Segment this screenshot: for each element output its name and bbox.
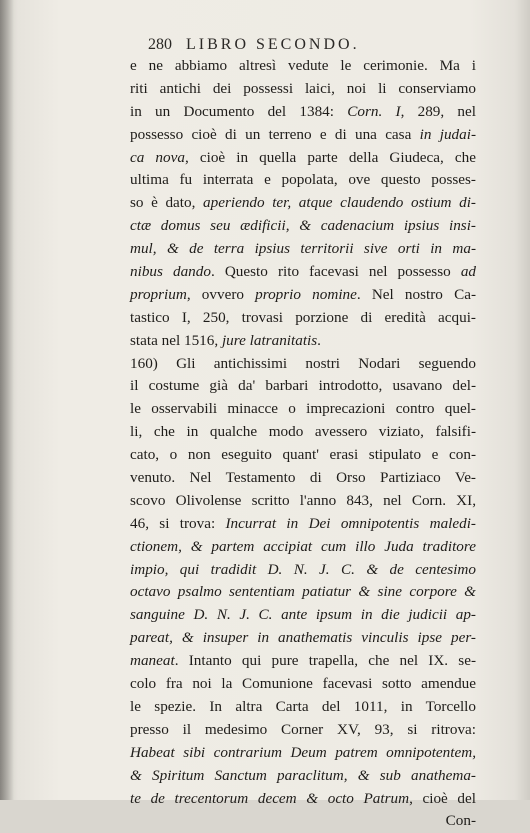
text-run: maneat bbox=[130, 652, 175, 670]
text-line bbox=[130, 559, 476, 582]
text-line bbox=[130, 536, 476, 559]
text-run: pareat, & insuper in anathematis vinculis ipse per- bbox=[130, 629, 476, 647]
text-run: ca nova bbox=[130, 148, 185, 166]
text-line bbox=[130, 719, 476, 742]
text-run: le spezie. In altra Carta del 1011, in Torcello bbox=[130, 697, 476, 715]
running-title: LIBRO SECONDO. bbox=[186, 36, 360, 53]
running-head bbox=[148, 36, 448, 54]
text-line bbox=[130, 147, 476, 170]
text-line bbox=[130, 627, 476, 650]
text-line bbox=[130, 55, 476, 78]
text-run: il costume già da' barbari introdotto, usavano del- bbox=[130, 377, 476, 395]
text-run: in judai- bbox=[419, 125, 476, 143]
text-line bbox=[130, 581, 476, 604]
text-run: . Intanto qui pure trapella, che nel IX. se- bbox=[174, 652, 476, 670]
text-line bbox=[130, 261, 476, 284]
text-line bbox=[130, 513, 476, 536]
text-line bbox=[130, 307, 476, 330]
text-line bbox=[130, 215, 476, 238]
text-line bbox=[130, 101, 476, 124]
text-line bbox=[130, 169, 476, 192]
text-run: sanguine D. N. J. C. ante ipsum in die judicii ap- bbox=[130, 606, 476, 624]
text-line bbox=[130, 788, 476, 811]
text-run: riti antichi dei possessi laici, noi li conserviamo bbox=[130, 79, 476, 97]
text-line bbox=[130, 330, 476, 353]
text-run: ctæ domus seu ædificii, & cadenacium ipsius insi- bbox=[130, 217, 476, 235]
text-run: jure latranitatis bbox=[221, 331, 318, 349]
text-line bbox=[130, 124, 476, 147]
text-run: impio, qui tradidit D. N. J. C. & de centesimo bbox=[130, 560, 476, 578]
text-run: li, che in qualche modo avessero viziato, falsifi- bbox=[130, 423, 476, 441]
text-run: ultima fu interrata e popolata, ove questo posses- bbox=[130, 171, 476, 189]
text-run: & Spiritum Sanctum paraclitum, & sub anathema- bbox=[130, 766, 476, 784]
text-run: octavo psalmo sententiam patiatur & sine corpore & bbox=[130, 583, 476, 601]
text-line bbox=[130, 810, 476, 833]
text-line bbox=[130, 765, 476, 788]
text-line bbox=[130, 604, 476, 627]
text-run: Corn. I bbox=[347, 102, 401, 120]
text-line bbox=[130, 398, 476, 421]
text-run: proprium bbox=[130, 285, 187, 303]
text-run: 46, si trova: bbox=[130, 514, 226, 532]
page-number: 280 bbox=[148, 36, 172, 53]
text-line bbox=[130, 490, 476, 513]
text-run: proprio nomine bbox=[255, 285, 357, 303]
text-run: Habeat sibi contrarium Deum patrem omnipotentem, bbox=[130, 743, 476, 761]
text-line bbox=[130, 673, 476, 696]
text-run: so è dato, bbox=[130, 194, 204, 212]
text-run: presso il medesimo Corner XV, 93, si ritrova: bbox=[130, 720, 476, 738]
text-run: in un Documento del 1384: bbox=[130, 102, 348, 120]
text-line bbox=[130, 467, 476, 490]
text-run: nibus dando bbox=[130, 263, 211, 281]
text-line bbox=[130, 284, 476, 307]
text-line bbox=[130, 353, 476, 376]
text-run: cato, o non eseguito quant' erasi stipulato e con- bbox=[130, 446, 476, 464]
text-run: , ovvero bbox=[186, 285, 256, 303]
text-line bbox=[130, 696, 476, 719]
text-line bbox=[130, 650, 476, 673]
text-run: Incurrat in Dei omnipotentis maledi- bbox=[225, 514, 476, 532]
text-run: colo fra noi la Comunione facevasi sotto amendue bbox=[130, 675, 476, 693]
text-run: e ne abbiamo altresì vedute le cerimonie. Ma i bbox=[130, 57, 476, 74]
text-run: 160) Gli antichissimi nostri Nodari seguendo bbox=[130, 354, 476, 372]
text-run: tastico I, 250, trovasi porzione di eredità acqui- bbox=[130, 308, 476, 326]
text-run: . Questo rito facevasi nel possesso bbox=[210, 263, 461, 281]
text-run: mul, & de terra ipsius territorii sive orti in ma- bbox=[130, 240, 476, 258]
text-line bbox=[130, 421, 476, 444]
text-run: , 289, nel bbox=[400, 102, 476, 120]
text-line bbox=[130, 742, 476, 765]
text-run: te de trecentorum decem & octo Patrum bbox=[130, 789, 410, 807]
text-run: stata nel 1516, bbox=[130, 331, 222, 349]
text-run: , cioè in quella parte della Giudeca, che bbox=[184, 148, 477, 166]
text-run: ad bbox=[460, 263, 476, 281]
text-line bbox=[130, 192, 476, 215]
text-run: . Nel nostro Ca- bbox=[356, 285, 476, 303]
text-line bbox=[130, 78, 476, 101]
text-run: ctionem, & partem accipiat cum illo Juda traditore bbox=[130, 537, 476, 555]
text-run: venuto. Nel Testamento di Orso Partiziaco Ve- bbox=[130, 469, 476, 487]
binding-shadow bbox=[0, 0, 14, 800]
text-run: le osservabili minacce o imprecazioni contro quel- bbox=[130, 400, 476, 418]
text-run: possesso cioè di un terreno e di una casa bbox=[130, 125, 420, 143]
body-text bbox=[130, 55, 476, 833]
text-run: , cioè del bbox=[409, 789, 476, 807]
text-run: . bbox=[317, 331, 321, 349]
text-run: Con- bbox=[445, 812, 476, 830]
text-run: scovo Olivolense scritto l'anno 843, nel Corn. XI, bbox=[130, 491, 476, 509]
text-line bbox=[130, 444, 476, 467]
text-line bbox=[130, 238, 476, 261]
text-run: aperiendo ter, atque claudendo ostium di- bbox=[203, 194, 476, 212]
text-line bbox=[130, 375, 476, 398]
